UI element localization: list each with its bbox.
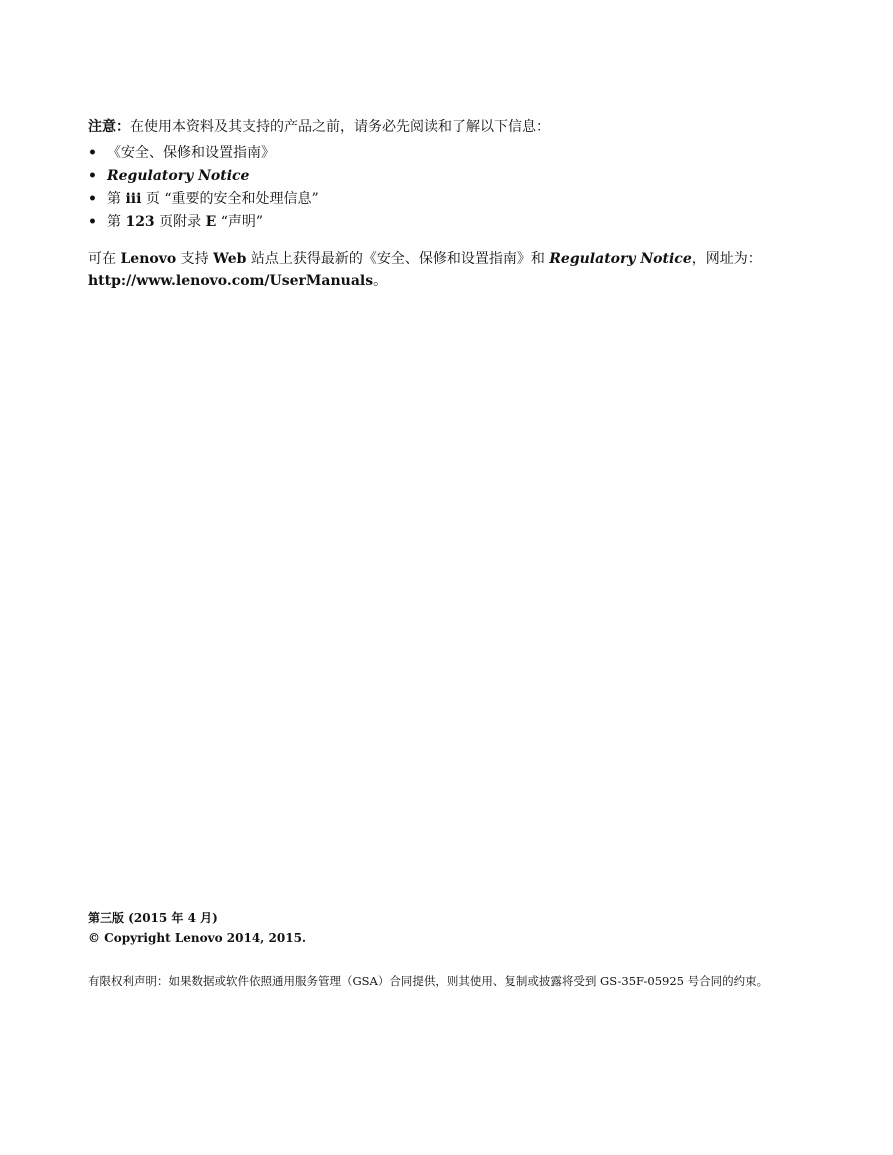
list-item-prefix: 第	[107, 214, 126, 230]
list-item-suffix: “声明”	[216, 214, 264, 230]
list-item-text: 《安全、保修和设置指南》	[107, 145, 275, 161]
bullet-icon: •	[88, 191, 97, 207]
notice-list	[88, 142, 793, 234]
list-item-page: 123	[125, 214, 155, 230]
bullet-icon: •	[88, 214, 97, 230]
restricted-rights-notice: 有限权利声明：如果数据或软件依照通用服务管理（GSA）合同提供，则其使用、复制或披露将受到 GS-35F-05925 号合同的约束。	[88, 974, 769, 988]
notice-label: 注意：	[88, 119, 130, 135]
notice-heading	[88, 116, 793, 138]
notice-section	[88, 116, 793, 292]
list-item-mid: 页附录	[154, 214, 206, 230]
list-item-page: iii	[125, 191, 142, 207]
edition-block	[88, 908, 306, 948]
bullet-icon: •	[88, 145, 97, 161]
web-term: Web	[213, 251, 247, 267]
brand-name: Lenovo	[120, 251, 177, 267]
list-item-text: Regulatory Notice	[107, 168, 250, 184]
regulatory-notice-title: Regulatory Notice	[549, 251, 692, 267]
list-item-prefix: 第	[107, 191, 126, 207]
list-item-suffix: 页 “重要的安全和处理信息”	[141, 191, 319, 207]
para-text: 。	[373, 273, 388, 289]
user-manuals-url[interactable]: http://www.lenovo.com/UserManuals	[88, 273, 374, 289]
list-item	[88, 142, 793, 165]
para-text: 站点上获得最新的《安全、保修和设置指南》和	[246, 251, 550, 267]
list-item-appendix: E	[205, 214, 217, 230]
notice-intro: 在使用本资料及其支持的产品之前，请务必先阅读和了解以下信息：	[130, 119, 550, 135]
availability-paragraph	[88, 248, 793, 292]
para-text: ，网址为：	[691, 251, 762, 267]
list-item	[88, 165, 793, 188]
para-text: 支持	[176, 251, 214, 267]
edition-line: 第三版 (2015 年 4 月)	[88, 911, 218, 925]
copyright-line: © Copyright Lenovo 2014, 2015.	[88, 931, 307, 945]
bullet-icon: •	[88, 168, 97, 184]
para-text: 可在	[88, 251, 121, 267]
list-item	[88, 188, 793, 211]
list-item	[88, 211, 793, 234]
